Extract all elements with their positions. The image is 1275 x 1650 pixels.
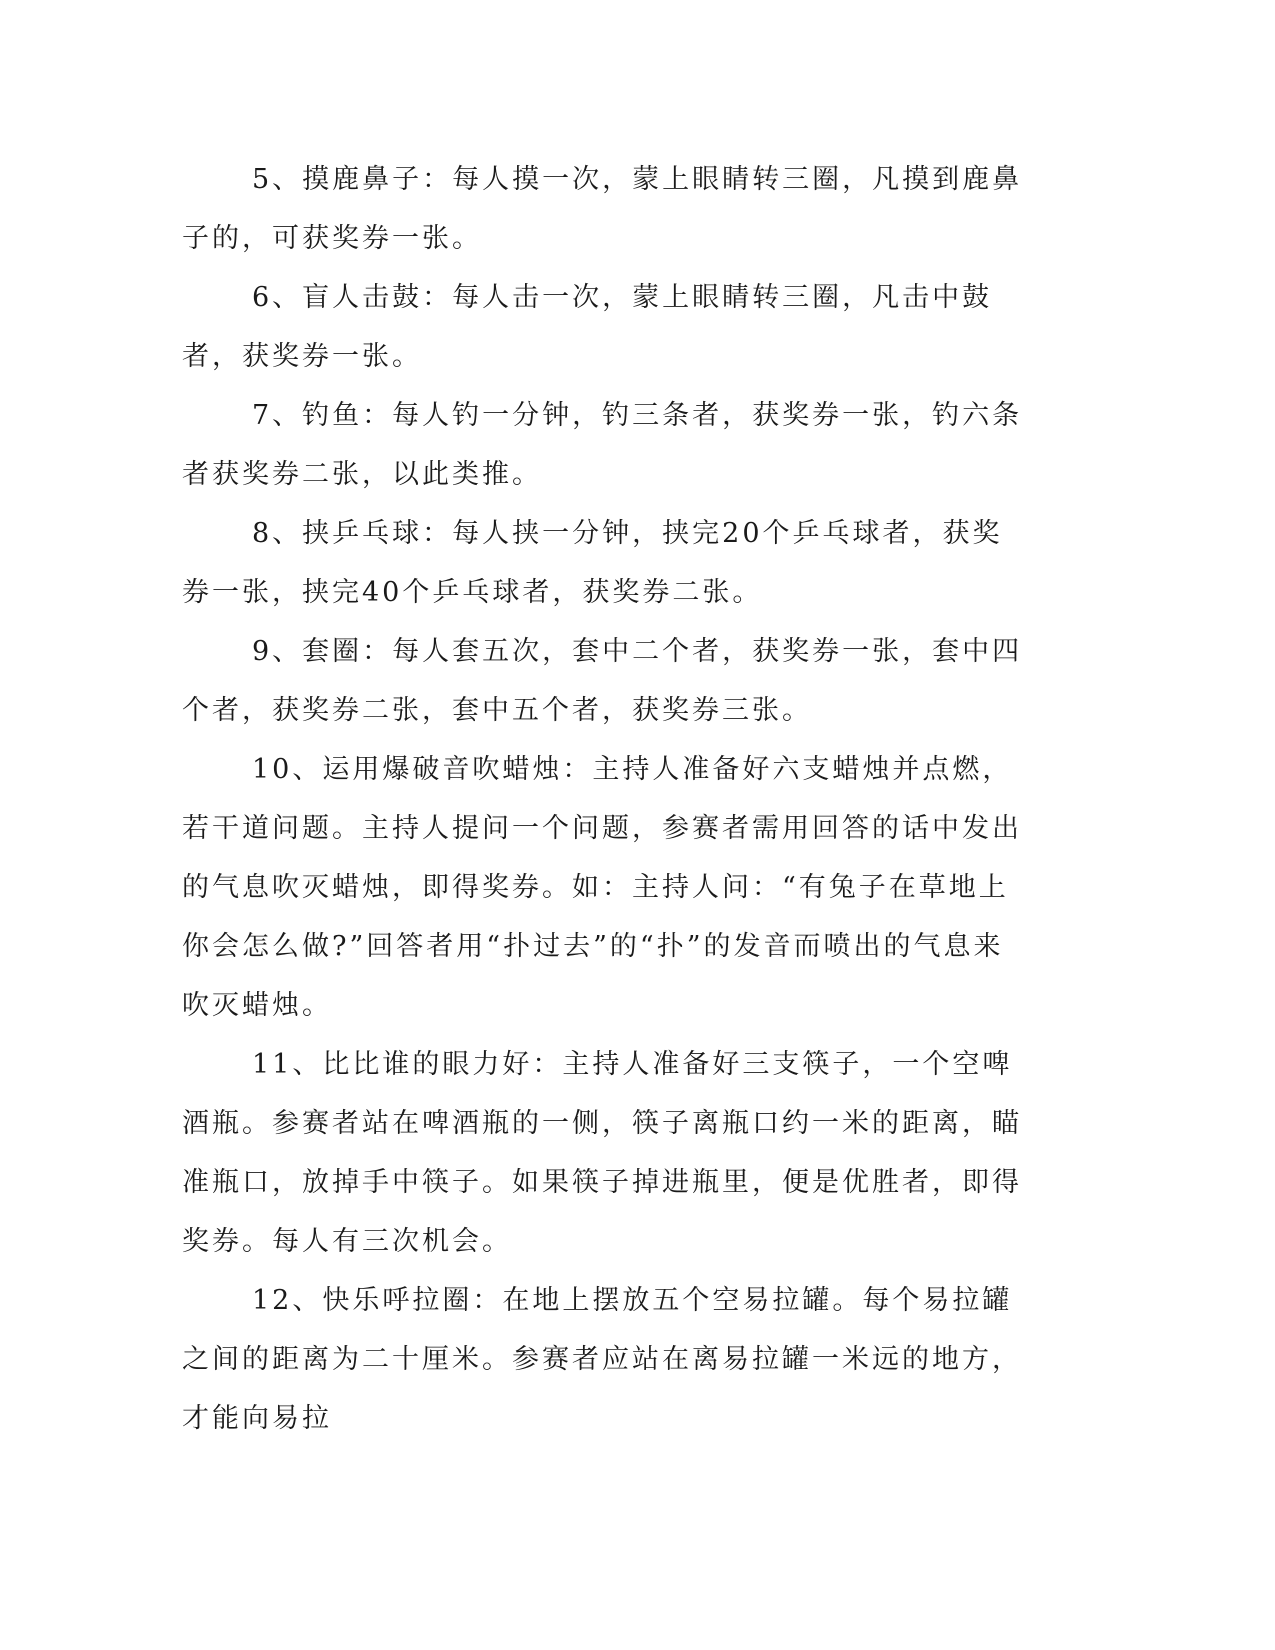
paragraph-item-7: 7、钓鱼：每人钓一分钟，钓三条者，获奖券一张，钓六条者获奖券二张，以此类推。 <box>182 400 1023 490</box>
paragraph-item-5: 5、摸鹿鼻子：每人摸一次，蒙上眼睛转三圈，凡摸到鹿鼻子的，可获奖券一张。 <box>182 164 1023 254</box>
paragraph-item-10: 10、运用爆破音吹蜡烛：主持人准备好六支蜡烛并点燃，若干道问题。主持人提问一个问题，参赛者需用回答的话中发出的气息吹灭蜡烛，即得奖券。如：主持人问：“有兔子在草地上你会怎么做?”回答者用“扑过去”的“扑”的发音而喷出的气息来吹灭蜡烛。 <box>182 754 1022 1021</box>
paragraph-item-11: 11、比比谁的眼力好：主持人准备好三支筷子，一个空啤酒瓶。参赛者站在啤酒瓶的一侧，筷子离瓶口约一米的距离，瞄准瓶口，放掉手中筷子。如果筷子掉进瓶里，便是优胜者，即得奖券。每人有三次机会。 <box>182 1049 1022 1257</box>
paragraph-item-8: 8、挟乒乓球：每人挟一分钟，挟完20个乒乓球者，获奖券一张，挟完40个乒乓球者，获奖券二张。 <box>182 518 1003 608</box>
paragraph-item-12: 12、快乐呼拉圈：在地上摆放五个空易拉罐。每个易拉罐之间的距离为二十厘米。参赛者应站在离易拉罐一米远的地方，才能向易拉 <box>182 1285 1022 1434</box>
paragraph-item-9: 9、套圈：每人套五次，套中二个者，获奖券一张，套中四个者，获奖券二张，套中五个者，获奖券三张。 <box>182 636 1023 726</box>
document-body <box>182 150 1032 1448</box>
paragraph-item-6: 6、盲人击鼓：每人击一次，蒙上眼睛转三圈，凡击中鼓者，获奖券一张。 <box>182 282 993 372</box>
